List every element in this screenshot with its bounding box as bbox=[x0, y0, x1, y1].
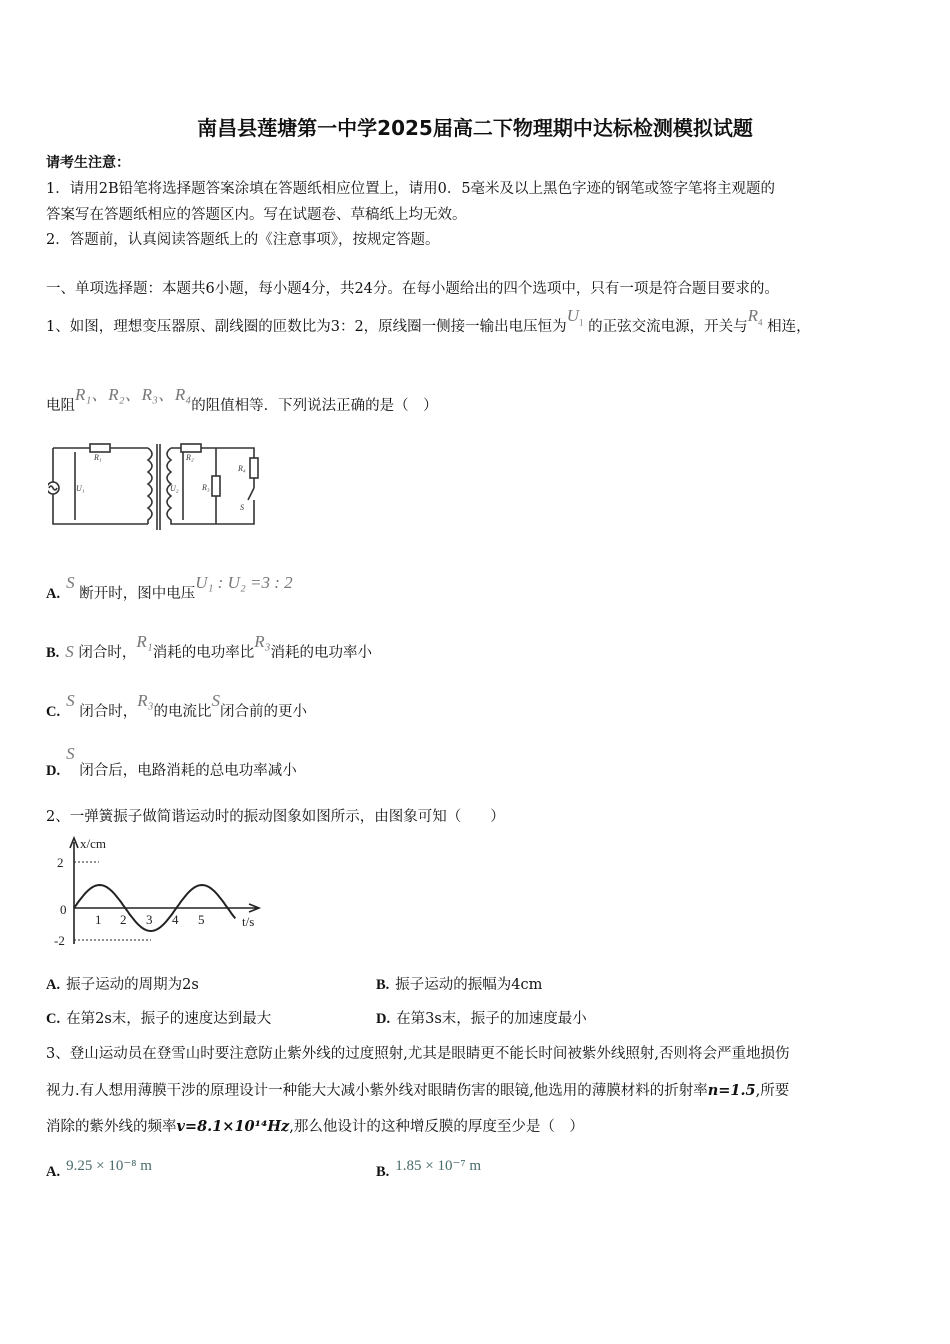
section-heading: 一、单项选择题：本题共6小题，每小题4分，共24分。在每小题给出的四个选项中，只有一项是符合题目要求的。 bbox=[46, 281, 779, 297]
option-text: 断开时，图中电压 bbox=[79, 586, 196, 602]
label-r4: R₄ bbox=[238, 464, 246, 473]
x-tick: 4 bbox=[172, 912, 179, 927]
option-text-3: 闭合前的更小 bbox=[220, 704, 308, 720]
q3-text: 消除的紫外线的频率 bbox=[46, 1119, 177, 1135]
x-axis bbox=[74, 904, 259, 912]
q2-option-b[interactable] bbox=[376, 973, 542, 994]
x-axis-label: t/s bbox=[242, 914, 255, 929]
y-tick: -2 bbox=[54, 933, 65, 948]
label-u1: U₁ bbox=[76, 484, 85, 493]
q1-option-a[interactable] bbox=[46, 573, 293, 603]
notice-line-1b: 答案写在答题纸相应的答题区内。写在试题卷、草稿纸上均无效。 bbox=[46, 207, 467, 223]
q3-line-2 bbox=[46, 1079, 789, 1100]
q1-option-c[interactable] bbox=[46, 691, 308, 721]
notice-line-2: 2．答题前，认真阅读答题纸上的《注意事项》，按规定答题。 bbox=[46, 232, 440, 248]
y-axis bbox=[70, 838, 78, 944]
label-r1: R₁ bbox=[94, 453, 102, 462]
u1-symbol: $U_1$ bbox=[566, 306, 584, 328]
q1-stem-e: 的阻值相等．下列说法正确的是（ ） bbox=[191, 398, 438, 414]
voltage-ratio: U₁ : U₂ =3 : 2 bbox=[195, 573, 293, 592]
switch-symbol-2: S bbox=[211, 691, 221, 710]
q3-text: ,所要 bbox=[755, 1083, 790, 1099]
refractive-index: n=1.5 bbox=[707, 1082, 756, 1099]
switch-symbol: S bbox=[65, 642, 74, 661]
y-axis-label: x/cm bbox=[80, 836, 106, 851]
switch-symbol: S bbox=[66, 573, 75, 592]
q1-stem-d: 电阻 bbox=[46, 398, 75, 414]
option-text: 振子运动的振幅为4cm bbox=[395, 977, 543, 993]
notice-line-1: 1．请用2B铅笔将选择题答案涂填在答题纸相应位置上，请用0．5毫米及以上黑色字迹的钢笔或签字笔将主观题的 bbox=[46, 181, 776, 197]
option-text: 闭合时， bbox=[79, 704, 138, 720]
x-tick: 2 bbox=[120, 912, 127, 927]
option-label: A. bbox=[46, 977, 61, 993]
q3-text: 视力.有人想用薄膜干涉的原理设计一种能大大减小紫外线对眼睛伤害的眼镜,他选用的薄膜材料的折射率 bbox=[46, 1083, 708, 1099]
option-text: 闭合后，电路消耗的总电功率减小 bbox=[79, 763, 297, 779]
option-label: B. bbox=[46, 645, 60, 661]
q1-stem-a: 1、如图，理想变压器原、副线圈的匝数比为3：2，原线圈一侧接一输出电压恒为 bbox=[46, 319, 567, 335]
y-tick: 0 bbox=[60, 902, 67, 917]
y-tick: 2 bbox=[57, 855, 64, 870]
option-label: B. bbox=[376, 977, 390, 993]
option-text-2: 的电流比 bbox=[153, 704, 212, 720]
switch-symbol: S bbox=[66, 691, 75, 710]
r3-symbol: R₃ bbox=[254, 632, 271, 651]
option-text-3: 消耗的电功率小 bbox=[270, 645, 372, 661]
x-tick: 1 bbox=[95, 912, 102, 927]
q2-option-a[interactable] bbox=[46, 973, 199, 994]
option-label: B. bbox=[376, 1164, 390, 1180]
x-tick: 3 bbox=[146, 912, 153, 927]
q2-option-c[interactable] bbox=[46, 1007, 271, 1028]
q1-stem-c: 相连， bbox=[767, 319, 811, 335]
q1-option-b[interactable] bbox=[46, 632, 372, 662]
q3-line-3 bbox=[46, 1115, 584, 1136]
option-value: 1.85 × 10⁻⁷ m bbox=[395, 1158, 482, 1174]
q3-option-a[interactable] bbox=[46, 1158, 152, 1181]
q2-option-d[interactable] bbox=[376, 1007, 587, 1028]
option-value: 9.25 × 10⁻⁸ m bbox=[66, 1158, 152, 1174]
label-r2: R₂ bbox=[186, 453, 194, 462]
option-text-2: 消耗的电功率比 bbox=[152, 645, 255, 661]
r1-symbol: R₁ bbox=[136, 632, 153, 651]
option-text: 闭合时， bbox=[78, 645, 137, 661]
oscillation-graph bbox=[52, 834, 272, 954]
label-r3: R₃ bbox=[202, 483, 210, 492]
option-label: C. bbox=[46, 704, 61, 720]
option-label: A. bbox=[46, 1164, 61, 1180]
option-text: 振子运动的周期为2s bbox=[66, 977, 199, 993]
option-label: C. bbox=[46, 1011, 61, 1027]
option-text: 在第2s末，振子的速度达到最大 bbox=[66, 1011, 272, 1027]
frequency: v=8.1×10¹⁴Hz bbox=[176, 1118, 290, 1135]
q1-stem-line2 bbox=[46, 385, 438, 415]
r3-symbol: R₃ bbox=[137, 691, 154, 710]
option-label: A. bbox=[46, 586, 61, 602]
label-switch: S bbox=[240, 503, 244, 512]
notice-heading: 请考生注意： bbox=[46, 155, 130, 171]
q3-line-1: 3、登山运动员在登雪山时要注意防止紫外线的过度照射,尤其是眼睛更不能长时间被紫外线照射,否则将会严重地损伤 bbox=[46, 1046, 790, 1062]
option-label: D. bbox=[46, 763, 61, 779]
resistor-symbols: R₁、R₂、R₃、R₄ bbox=[75, 385, 192, 404]
x-tick: 5 bbox=[198, 912, 205, 927]
switch-symbol: S bbox=[66, 744, 75, 763]
option-text: 在第3s末，振子的加速度最小 bbox=[396, 1011, 587, 1027]
q3-text: ,那么他设计的这种增反膜的厚度至少是（ ） bbox=[289, 1119, 584, 1135]
r4-symbol: $R_4$ bbox=[747, 306, 763, 328]
page-title: 南昌县莲塘第一中学2025届高二下物理期中达标检测模拟试题 bbox=[197, 116, 753, 140]
option-label: D. bbox=[376, 1011, 391, 1027]
q3-option-b[interactable] bbox=[376, 1158, 482, 1181]
label-u2: U₂ bbox=[170, 484, 179, 493]
q2-stem: 2、一弹簧振子做简谐运动时的振动图象如图所示，由图象可知（ ） bbox=[46, 809, 505, 825]
transformer-circuit-diagram bbox=[48, 438, 268, 534]
q1-stem-line1 bbox=[46, 306, 811, 337]
q1-option-d[interactable] bbox=[46, 744, 297, 780]
q1-stem-b: 的正弦交流电源，开关与 bbox=[588, 319, 748, 335]
